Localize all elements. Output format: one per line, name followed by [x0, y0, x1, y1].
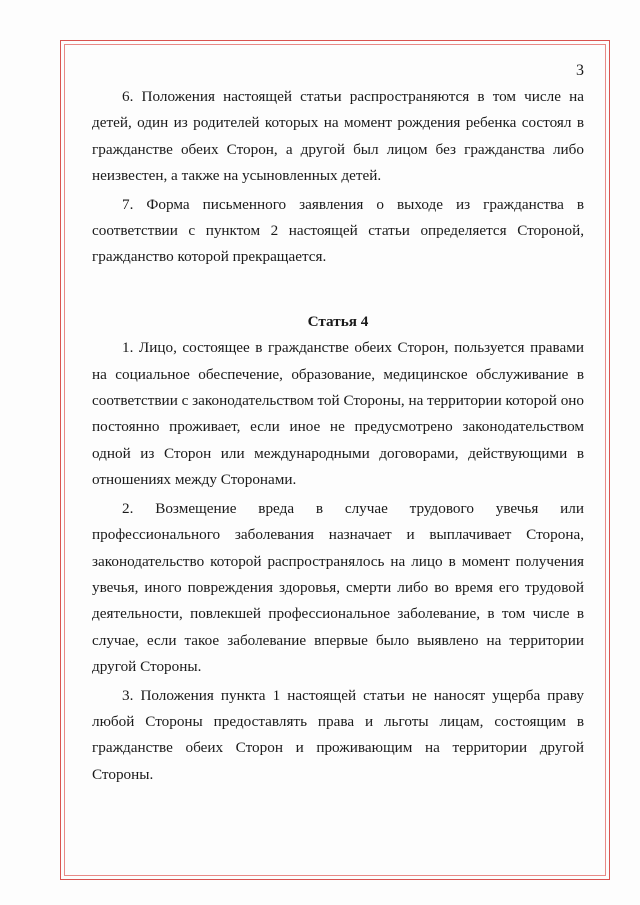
document-body [92, 84, 584, 788]
article-heading: Статья 4 [307, 312, 369, 330]
article-paragraph-2: 2. Возмещение вреда в случае трудового увечья или профессионального заболевания назначает и выплачивает Сторона, законодательство которой распространялось на лицо в момент получения увечья, иного повреждения здоровья, смерти либо во время его трудовой деятельности, повлекшей профессиональное заболевание, в том числе в случае, если такое заболевание впервые было выявлено на территории другой Стороны. [92, 499, 584, 676]
article-paragraph-3: 3. Положения пункта 1 настоящей статьи не наносят ущерба праву любой Стороны предоставлять права и льготы лицам, состоящим в гражданстве обеих Сторон и проживающим на территории другой Стороны. [92, 686, 584, 783]
paragraph-6: 6. Положения настоящей статьи распространяются в том числе на детей, один из родителей которых на момент рождения ребенка состоял в гражданстве обеих Сторон, а другой был лицом без гражданства либо неизвестен, а также на усыновленных детей. [92, 88, 584, 185]
section-spacer [92, 271, 584, 309]
paragraph-7: 7. Форма письменного заявления о выходе из гражданства в соответствии с пунктом 2 настоящей статьи определяется Стороной, гражданство которой прекращается. [92, 195, 584, 266]
article-paragraph-1: 1. Лицо, состоящее в гражданстве обеих Сторон, пользуется правами на социальное обеспечение, образование, медицинское обслуживание в соответствии с законодательством той Стороны, на территории которой оно постоянно проживает, если иное не предусмотрено законодательством одной из Сторон или международными договорами, действующими в отношениях между Сторонами. [92, 339, 585, 489]
page-number: 3 [576, 62, 584, 79]
